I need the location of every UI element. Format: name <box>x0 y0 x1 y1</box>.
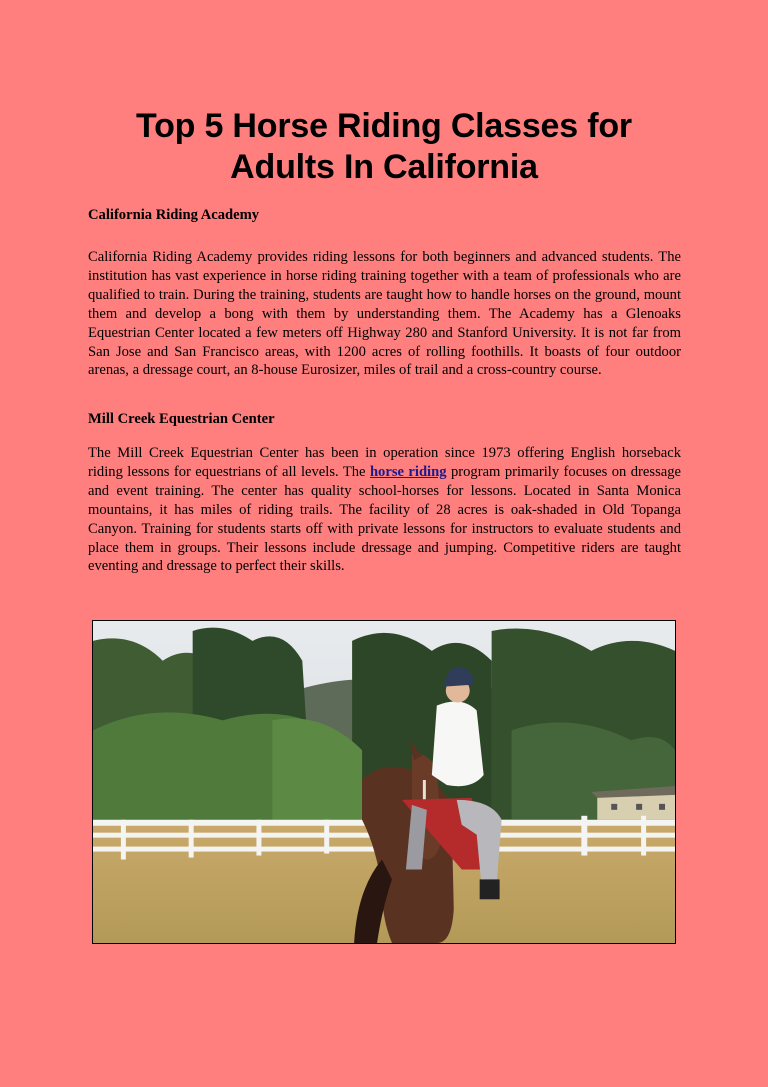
photo-illustration <box>93 621 675 943</box>
title-line-2: Adults In California <box>230 148 538 186</box>
body-text-after-link: program primarily focuses on dressage and event training. The center has quality school-horses for lessons. Located in Santa Monica mountains, it has miles of riding trails. The facility of 28 acres is oak-shaded in Old Topanga Canyon. Training for students starts off with private lessons for instructors to evaluate students and place them in groups. Their lessons include dressage and jumping. Competitive riders are taught eventing and dressage to perfect their skills. <box>88 463 681 575</box>
section-body-mill-creek <box>88 444 681 576</box>
horse-rider-photo <box>92 620 676 944</box>
page-title <box>88 106 680 188</box>
section-heading-california-riding-academy: California Riding Academy <box>88 207 260 223</box>
title-line-1: Top 5 Horse Riding Classes for <box>136 107 632 145</box>
horse-riding-link[interactable]: horse riding <box>369 463 447 480</box>
section-heading-mill-creek: Mill Creek Equestrian Center <box>88 411 275 427</box>
body-text-before-link: The Mill Creek Equestrian Center has been in operation since 1973 offering English horseback riding lessons for equestrians of all levels. The <box>88 445 681 480</box>
section-body-california-riding-academy: California Riding Academy provides riding lessons for both beginners and advanced students. The institution has vast experience in horse riding training together with a team of professionals who are qualified to train. During the training, students are taught how to handle horses on the ground, mount them and develop a bong with them by understanding them. The Academy has a Glenoaks Equestrian Center located a few meters off Highway 280 and Stanford University. It is not far from San Jose and San Francisco areas, with 1200 acres of rolling foothills. It boasts of four outdoor arenas, a dressage court, an 8-house Eurosizer, miles of trail and a cross-country course. <box>88 249 681 379</box>
